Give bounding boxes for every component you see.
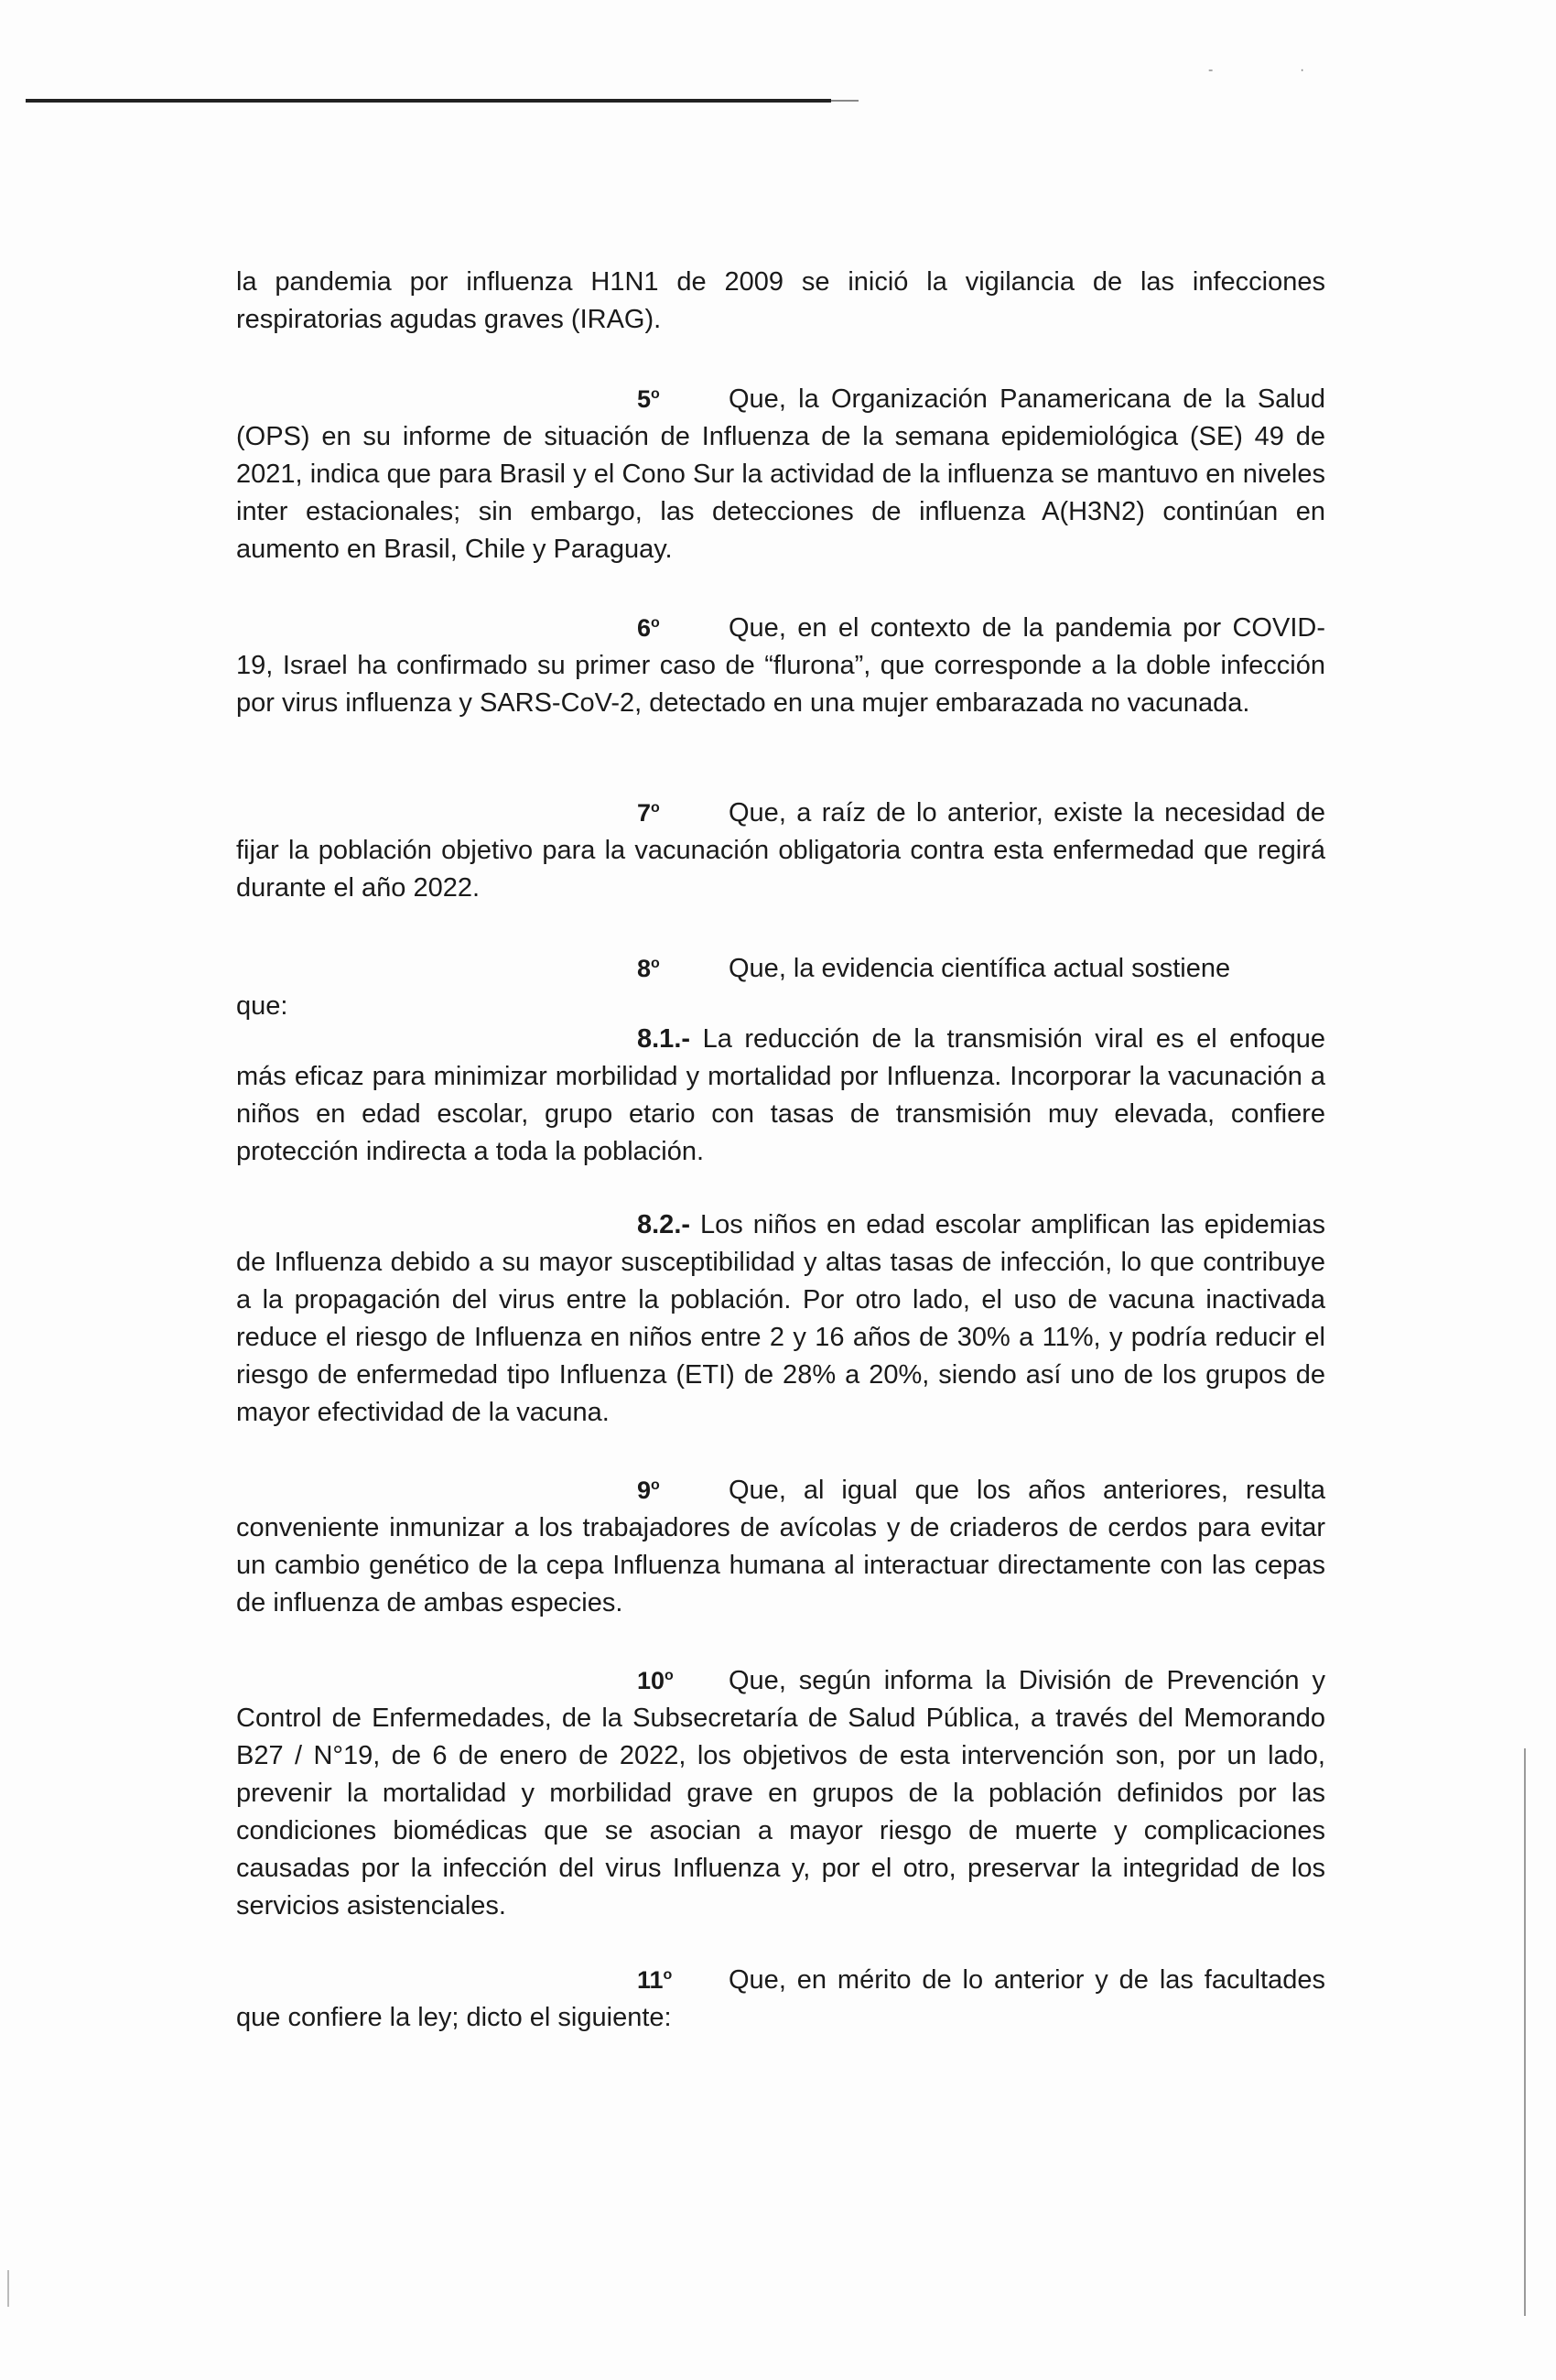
paragraph-text: Que, en mérito de lo anterior y de las facultades que confiere la ley; dicto el siguiente:	[236, 1965, 1325, 2032]
paragraph-8-1	[236, 1021, 1325, 1171]
paragraph-9	[236, 1466, 1325, 1622]
scan-speck: -	[1208, 62, 1214, 78]
paragraph-number: 8$^o$	[637, 955, 660, 982]
paragraph-number: 7$^o$	[637, 799, 660, 827]
paragraph-text-continuation: que:	[236, 991, 288, 1021]
paragraph-8	[236, 945, 1325, 1025]
paragraph-7	[236, 789, 1325, 907]
paragraph-8-2	[236, 1206, 1325, 1432]
paragraph-number: 5$^o$	[637, 385, 660, 413]
paragraph-text: Que, en el contexto de la pandemia por COVID-19, Israel ha confirmado su primer caso de “flurona”, que corresponde a la doble infección por virus influenza y SARS-CoV-2, detectado en una mujer embarazada no vacunada.	[236, 613, 1325, 718]
paragraph-5	[236, 375, 1325, 568]
paragraph-number: 8.2.-	[637, 1210, 691, 1239]
paragraph-text: La reducción de la transmisión viral es el enfoque más eficaz para minimizar morbilidad y mortalidad por Influenza. Incorporar la vacunación a niños en edad escolar, grupo etario con tasas de transmisión muy elevada, confiere protección indirecta a toda la población.	[236, 1024, 1325, 1166]
paragraph-text: Que, al igual que los años anteriores, resulta conveniente inmunizar a los trabajadores de avícolas y de criaderos de cerdos para evitar un cambio genético de la cepa Influenza humana al interactuar directamente con las cepas de influenza de ambas especies.	[236, 1476, 1325, 1617]
paragraph-number: 10$^o$	[637, 1667, 674, 1694]
paragraph-number: 8.1.-	[637, 1024, 691, 1054]
paragraph-text: la pandemia por influenza H1N1 de 2009 se inició la vigilancia de las infecciones respiratorias agudas graves (IRAG).	[236, 267, 1325, 334]
paragraph-text: Que, a raíz de lo anterior, existe la necesidad de fijar la población objetivo para la vacunación obligatoria contra esta enfermedad que regirá durante el año 2022.	[236, 798, 1325, 903]
paragraph-continuation	[236, 264, 1325, 339]
scan-edge-line	[1524, 1748, 1526, 2316]
paragraph-text: Que, la evidencia científica actual sostiene	[729, 954, 1231, 983]
header-rule	[26, 99, 831, 103]
paragraph-number: 6$^o$	[637, 614, 660, 642]
paragraph-text: Los niños en edad escolar amplifican las epidemias de Influenza debido a su mayor susceptibilidad y altas tasas de infección, lo que contribuye a la propagación del virus entre la población. Por otro lado, el uso de vacuna inactivada reduce el riesgo de Influenza en niños entre 2 y 16 años de 30% a 11%, y podría reducir el riesgo de enfermedad tipo Influenza (ETI) de 28% a 20%, siendo así uno de los grupos de mayor efectividad de la vacuna.	[236, 1210, 1325, 1427]
paragraph-number: 9$^o$	[637, 1477, 660, 1504]
paragraph-number: 11$^o$	[637, 1966, 673, 1994]
paragraph-11	[236, 1956, 1325, 2037]
paragraph-6	[236, 604, 1325, 722]
scan-edge-tick	[7, 2270, 9, 2307]
paragraph-text: Que, la Organización Panamericana de la Salud (OPS) en su informe de situación de Influenza de la semana epidemiológica (SE) 49 de 2021, indica que para Brasil y el Cono Sur la actividad de la influenza se mantuvo en niveles inter estacionales; sin embargo, las detecciones de influenza A(H3N2) continúan en aumento en Brasil, Chile y Paraguay.	[236, 384, 1325, 564]
paragraph-10	[236, 1657, 1325, 1925]
scan-speck: ·	[1300, 62, 1305, 78]
paragraph-text: Que, según informa la División de Prevención y Control de Enfermedades, de la Subsecretaría de Salud Pública, a través del Memorando B27 / N°19, de 6 de enero de 2022, los objetivos de esta intervención son, por un lado, prevenir la mortalidad y morbilidad grave en grupos de la población definidos por las condiciones biomédicas que se asocian a mayor riesgo de muerte y complicaciones causadas por la infección del virus Influenza y, por el otro, preservar la integridad de los servicios asistenciales.	[236, 1666, 1325, 1920]
